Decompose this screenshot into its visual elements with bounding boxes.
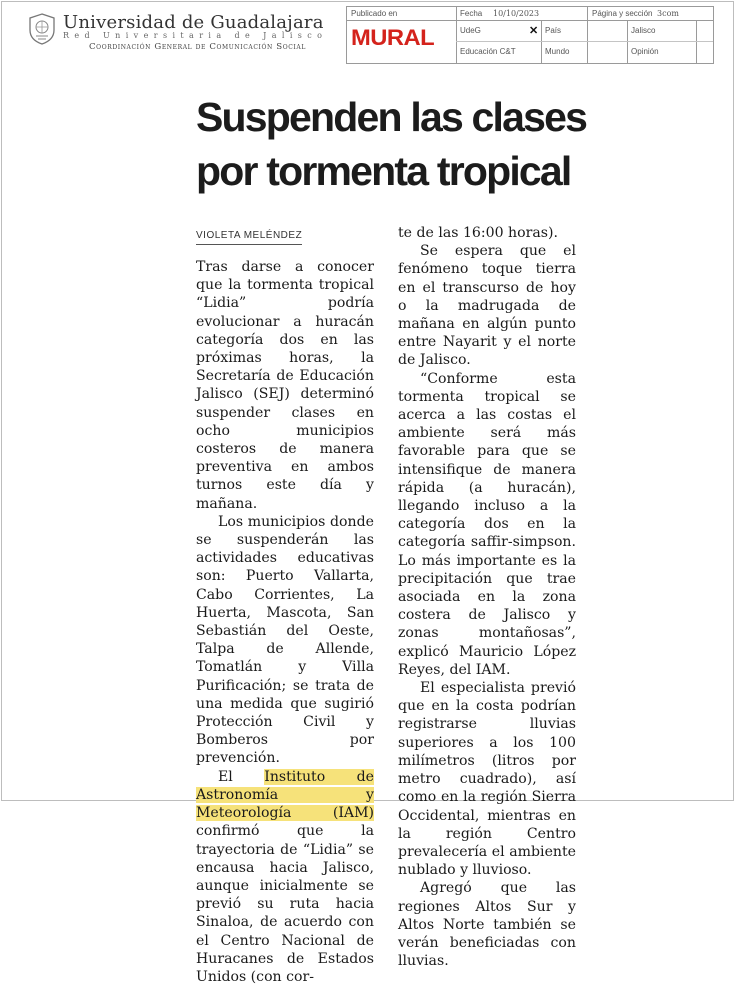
highlighted-text: Instituto de Astronomía y Meteorología (IAM) (196, 768, 374, 822)
selected-check-mark: ✕ (529, 25, 539, 37)
publication-meta-table (346, 6, 714, 64)
section-jalisco: Jalisco (631, 26, 656, 35)
paragraph: El especialista previó que en la costa podrían registrarse lluvias superiores a los 100 milímetros (litros por metro cuadrado), así como en la región Sierra Occidental, mientras en la región Centro prevalecería el ambiente nublado y lluvioso. (398, 680, 576, 879)
paragraph: Los municipios donde se suspenderán las actividades educativas son: Puerto Vallarta, Cabo Corrientes, La Huerta, Mascota, San Sebastián del Oeste, Talpa de Allende, Tomatlán y Villa Purificación; se trata de una medida que sugirió Protección Civil y Bomberos por prevención. (196, 513, 374, 767)
publication-logo: MURAL (351, 25, 435, 50)
page-value: 3com (657, 9, 679, 18)
section-pais: País (545, 26, 562, 35)
paragraph: El Instituto de Astronomía y Meteorología (IAM) confirmó que la trayectoria de “Lidia” se encausa hacia Jalisco, aunque inicialmente se previó su ruta hacia Sinaloa, de acuerdo con el Centro Nacional de Huracanes de Estados Unidos (con cor- (196, 768, 374, 985)
section-mundo: Mundo (545, 47, 570, 56)
article-column-2 (398, 224, 576, 970)
page-label: Página y sección (592, 9, 653, 18)
date-value: 10/10/2023 (493, 9, 540, 18)
section-opinion: Opinión (631, 47, 659, 56)
university-name: Universidad de Guadalajara (63, 12, 324, 33)
article-column-1 (196, 258, 374, 986)
paragraph: “Conforme esta tormenta tropical se acerca a las costas el ambiente será más favorable para que se intensifique de manera rápida (a huracán), llegando incluso a la categoría dos en la categoría saffir-simpson. Lo más importante es la precipitación que trae asociada en la zona costera de Jalisco y zonas montañosas”, explicó Mauricio López Reyes, del IAM. (398, 370, 576, 678)
section-udeg: UdeG (460, 26, 481, 35)
section-educacion: Educación C&T (460, 47, 516, 56)
paragraph: te de las 16:00 horas). (398, 225, 558, 241)
university-network: Red Universitaria de Jalisco (63, 31, 328, 40)
date-label: Fecha (460, 9, 483, 18)
article-headline: Suspenden las clases por tormenta tropical (196, 94, 587, 194)
paragraph: Se espera que el fenómeno toque tierra en el transcurso de hoy o la madrugada de mañana en algún punto entre Nayarit y el norte de Jalisco. (398, 243, 576, 369)
published-label: Publicado en (351, 9, 398, 18)
paragraph: Tras darse a conocer que la tormenta tropical “Lidia” podría evolucionar a huracán categoría dos en las próximas horas, la Secretaría de Educación Jalisco (SEJ) determinó suspender clases en ocho municipios costeros de manera preventiva en ambos turnos este día y mañana. (196, 259, 374, 512)
article-byline: VIOLETA MELÉNDEZ (196, 230, 302, 245)
university-office: Coordinación General de Comunicación Social (89, 42, 306, 52)
university-seal-icon (27, 12, 57, 46)
paragraph: Agregó que las regiones Altos Sur y Altos Norte también se verán beneficiadas con lluvias. (398, 880, 576, 970)
